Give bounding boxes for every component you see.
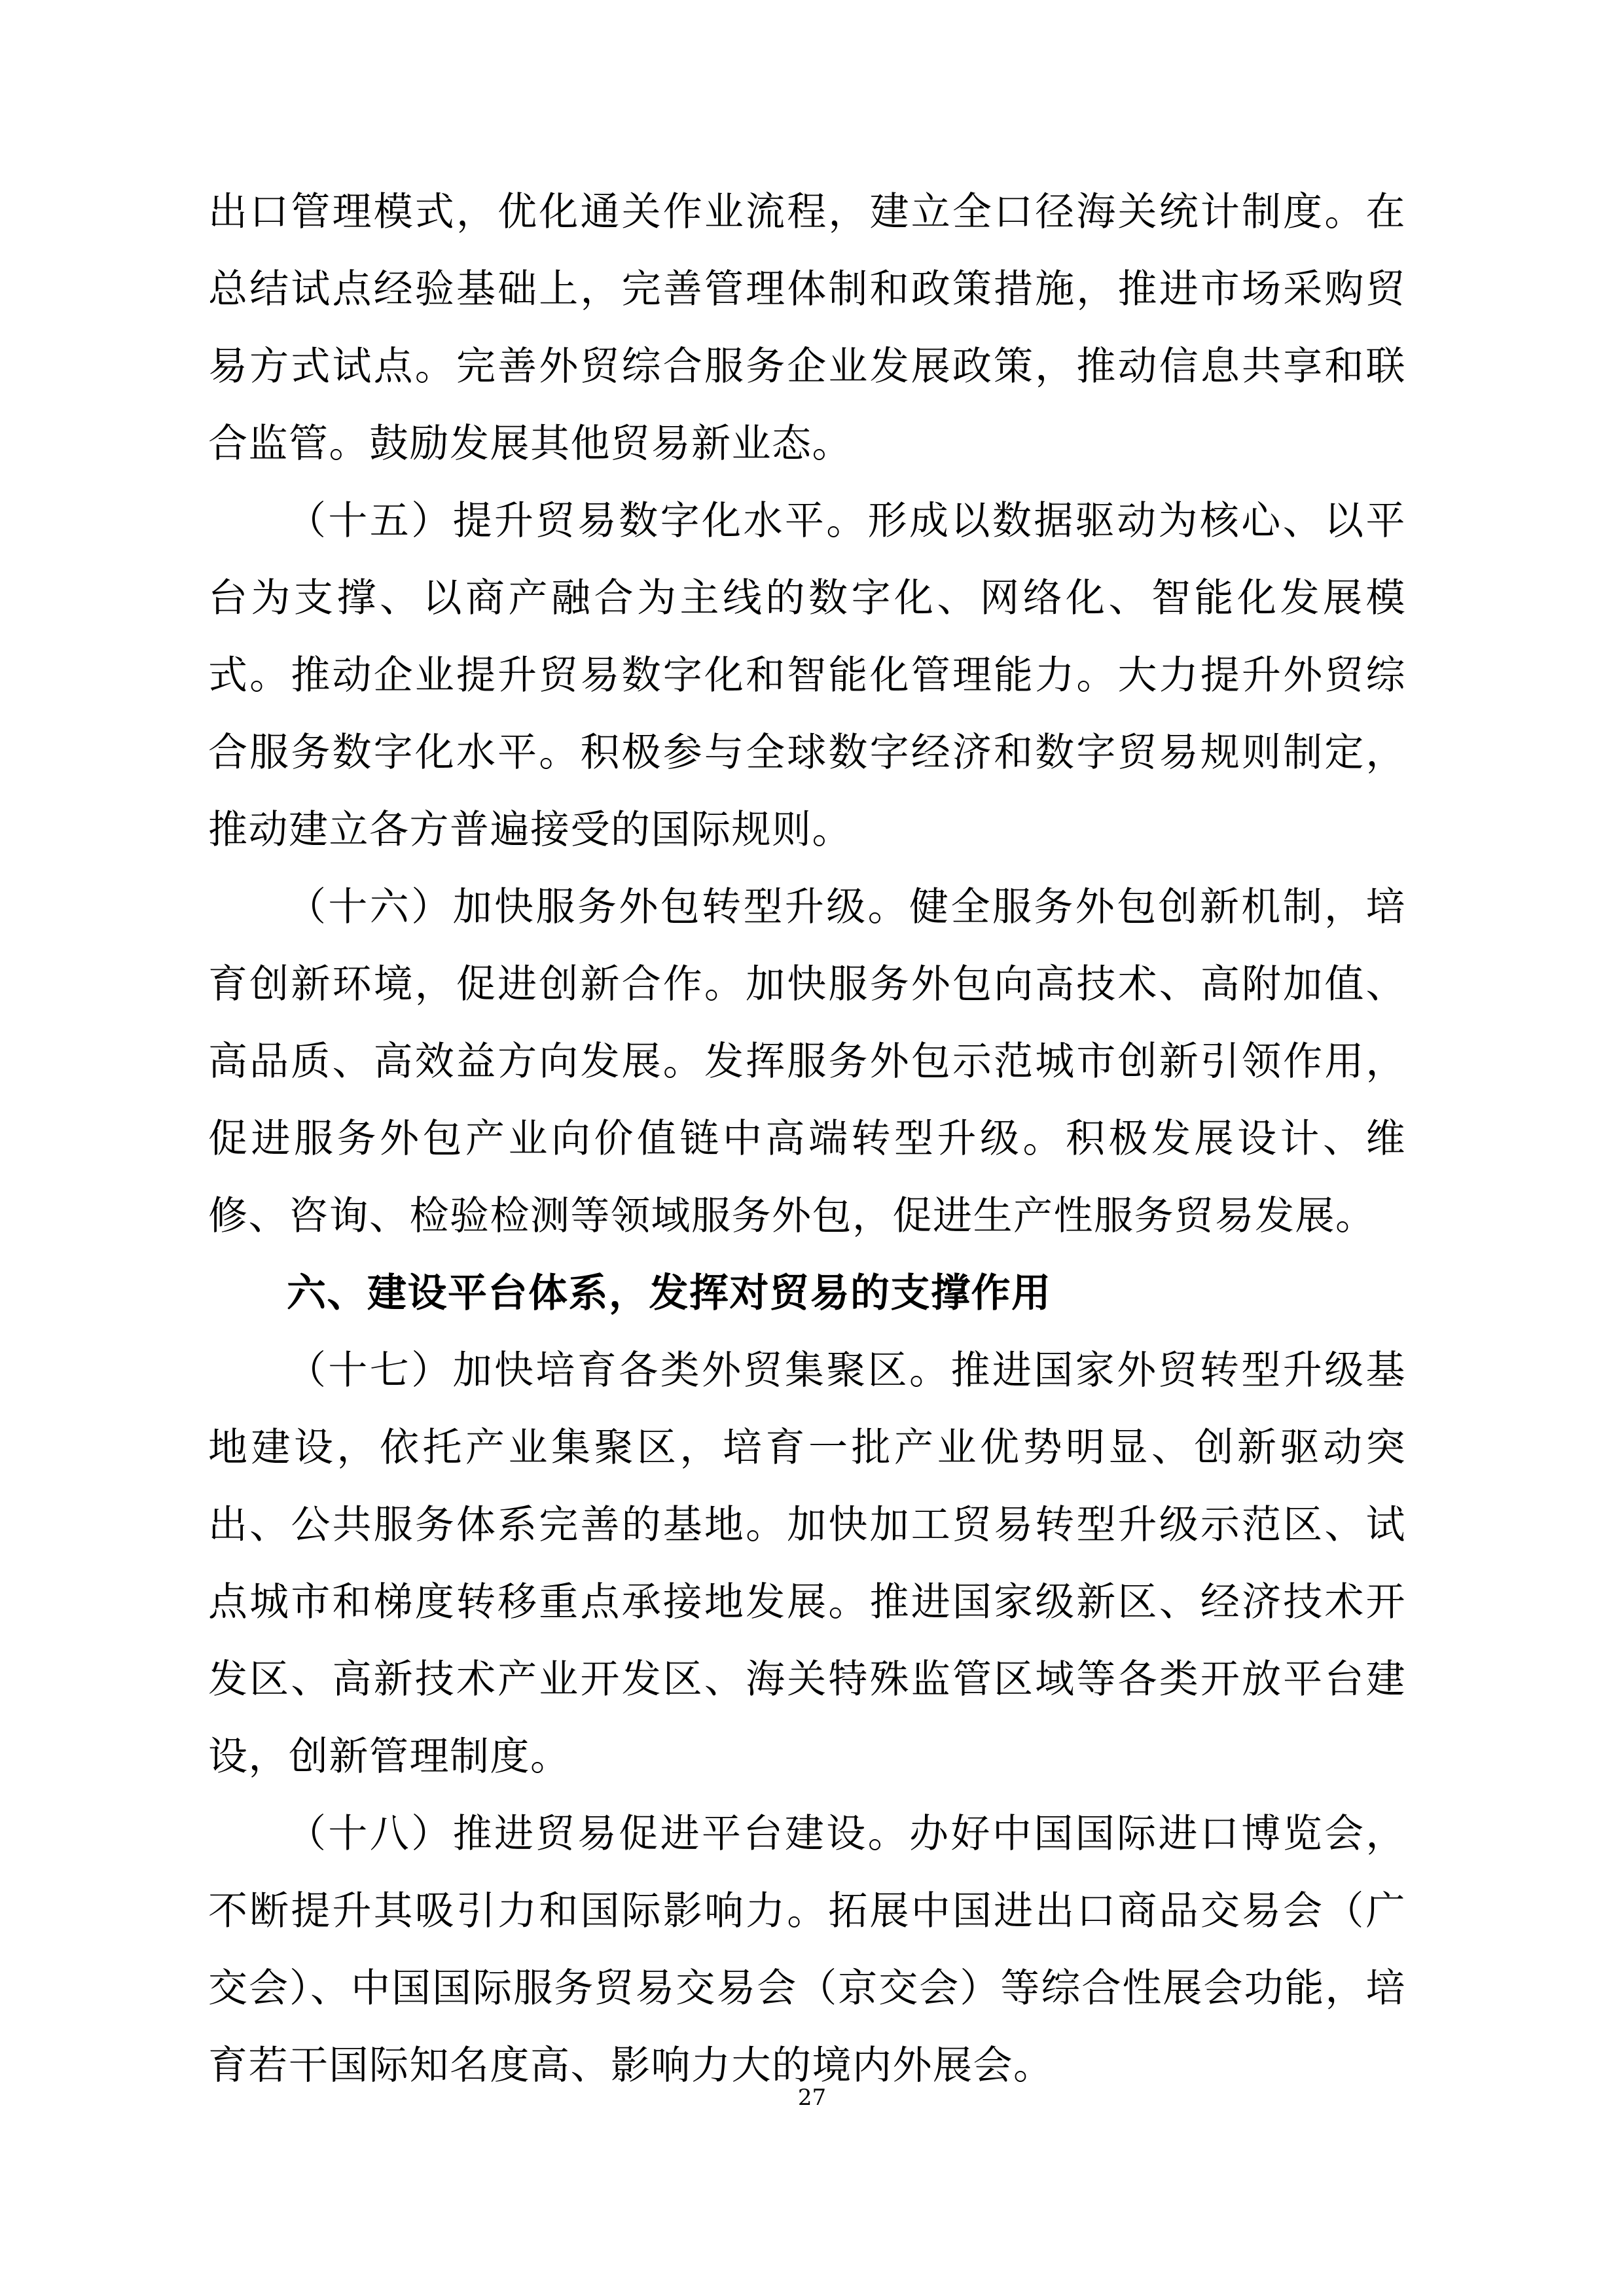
- section-heading-six: 六、建设平台体系，发挥对贸易的支撑作用: [287, 1270, 1052, 1316]
- paragraph-item-18: （十八）推进贸易促进平台建设。办好中国国际进口博览会，不断提升其吸引力和国际影响力。拓展中国进出口商品交易会（广交会）、中国国际服务贸易交易会（京交会）等综合性展会功能，培育若干国际知名度高、影响力大的境内外展会。: [208, 1811, 1406, 2089]
- paragraph-1: 出口管理模式，优化通关作业流程，建立全口径海关统计制度。在总结试点经验基础上，完善管理体制和政策措施，推进市场采购贸易方式试点。完善外贸综合服务企业发展政策，推动信息共享和联合监管。鼓励发展其他贸易新业态。: [208, 189, 1406, 467]
- page-body: [208, 173, 1406, 2104]
- paragraph-item-15: （十五）提升贸易数字化水平。形成以数据驱动为核心、以平台为支撑、以商产融合为主线的数字化、网络化、智能化发展模式。推动企业提升贸易数字化和智能化管理能力。大力提升外贸综合服务数字化水平。积极参与全球数字经济和数字贸易规则制定，推动建立各方普遍接受的国际规则。: [208, 498, 1406, 853]
- paragraph-item-17: （十七）加快培育各类外贸集聚区。推进国家外贸转型升级基地建设，依托产业集聚区，培育一批产业优势明显、创新驱动突出、公共服务体系完善的基地。加快加工贸易转型升级示范区、试点城市和梯度转移重点承接地发展。推进国家级新区、经济技术开发区、高新技术产业开发区、海关特殊监管区域等各类开放平台建设，创新管理制度。: [208, 1348, 1406, 1780]
- page-number: 27: [797, 2085, 827, 2111]
- paragraph-item-16: （十六）加快服务外包转型升级。健全服务外包创新机制，培育创新环境，促进创新合作。加快服务外包向高技术、高附加值、高品质、高效益方向发展。发挥服务外包示范城市创新引领作用，促进服务外包产业向价值链中高端转型升级。积极发展设计、维修、咨询、检验检测等领域服务外包，促进生产性服务贸易发展。: [208, 884, 1406, 1239]
